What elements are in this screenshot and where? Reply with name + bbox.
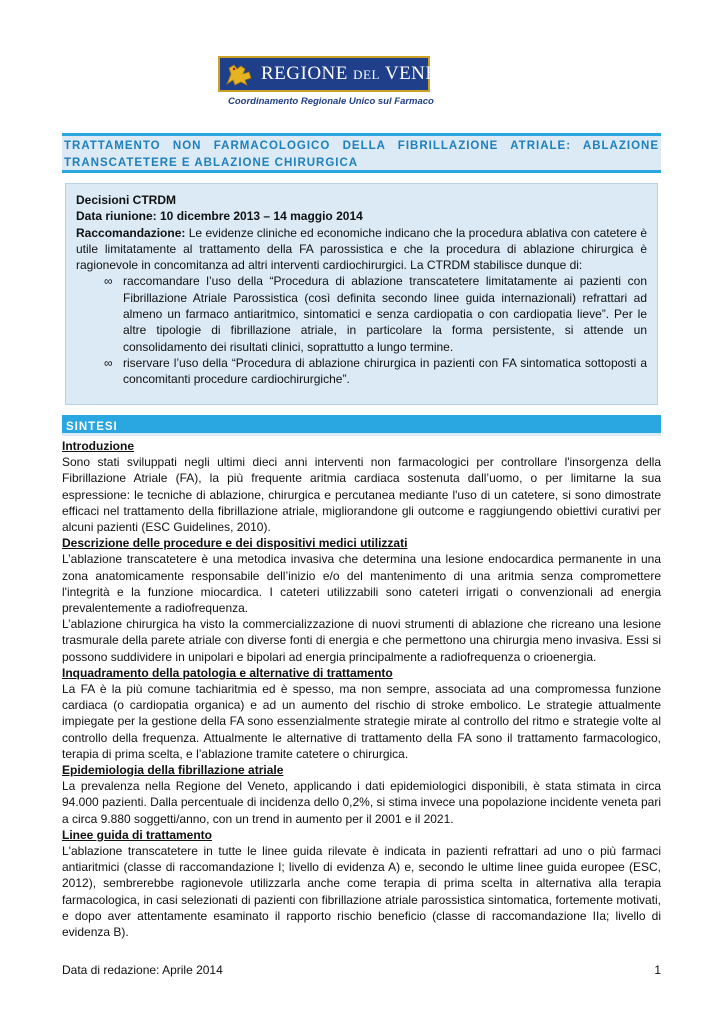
page-number: 1 (654, 963, 661, 977)
infinity-bullet-icon: ∞ (104, 274, 113, 289)
recommendation-text: Le evidenze cliniche ed economiche indicano che la procedura ablativa con catetere è utile limitatamente al trattamento della FA parossistica e che la procedura di ablazione chirurgica è ragionevole in concomitanza ad altri interventi cardiochirurgici. La CTRDM stabilisce dunque di: (76, 225, 647, 273)
section-text-epidemiologia: La prevalenza nella Regione del Veneto, applicando i dati epidemiologici disponibili, è stata stimata in circa 94.000 pazienti. Dalla percentuale di incidenza dello 0,2%, si stima invece una popolazione incidente veneta pari a circa 9.880 soggetti/anno, con un trend in aumento per il 2001 e il 2021. (62, 779, 661, 826)
section-heading-epidemiologia: Epidemiologia della fibrillazione atriale (62, 763, 284, 778)
page-footer (62, 963, 661, 977)
redaction-date: Data di redazione: Aprile 2014 (62, 963, 223, 977)
list-item: ∞ raccomandare l’uso della “Procedura di ablazione transcatetere limitatamente ai pazienti con Fibrillazione Atriale Parossistica (così definita secondo linee guida internazionali) refrattari ad almeno un farmaco antiaritmico, sintomatici e senza cardiopatia o con cardiopatia lieve”. Per le altre tipologie di fibrillazione atriale, in particolare la forma persistente, si attende un consolidamento dei risultati clinici, soprattutto a lungo termine. (104, 274, 647, 354)
document-title: TRATTAMENTO NON FARMACOLOGICO DELLA FIBRILLAZIONE ATRIALE: ABLAZIONE TRANSCATETERE E ABLAZIONE CHIRURGICA (64, 140, 659, 169)
section-text-inquadramento: La FA è la più comune tachiaritmia ed è spesso, ma non sempre, associata ad una compromessa funzione cardiaca (o cardiopatia organica) e ad un aumento del rischio di stroke embolico. Le strategie attualmente impiegate per la gestione della FA sono essenzialmente strategie mirate al controllo del ritmo e strategie volte al controllo della frequenza. Attualmente le alternative di trattamento della FA sono il trattamento farmacologico, terapia di prima scelta, e l’ablazione tramite catetere o chirurgica. (62, 682, 661, 761)
section-text-descrizione: L’ablazione transcatetere è una metodica invasiva che determina una lesione endocardica permanente in una zona anatomicamente responsabile dell’inizio e/o del mantenimento di una aritmia senza compromettere l'integrità e la funzione miocardica. I cateteri utilizzabili sono cateteri irrigati o convenzionali ad energia prevalentemente a radiofrequenza. (62, 552, 661, 616)
sintesi-bar (62, 415, 661, 436)
section-text-introduzione: Sono stati sviluppati negli ultimi dieci anni interventi non farmacologici per controllare l'insorgenza della Fibrillazione Atriale (FA), la più frequente aritmia cardiaca sostenuta dall’uomo, o per limitarne la sua espressione: le tecniche di ablazione, chirurgica e percutanea mediante l'uso di un catetere, si sono dimostrate efficaci nel trattamento della fibrillazione atriale, migliorandone gli outcome e raggiungendo obiettivi curativi per alcuni pazienti (ESC Guidelines, 2010). (62, 455, 661, 535)
section-heading-linee-guida: Linee guida di trattamento (62, 827, 213, 842)
document-title-bar (62, 133, 661, 173)
decision-heading: Decisioni CTRDM (76, 193, 177, 207)
logo-wordmark: REGIONE DEL VENETO (261, 63, 464, 84)
section-text-linee-guida: L'ablazione transcatetere in tutte le linee guida rilevate è indicata in pazienti refrattari ad uno o più farmaci antiaritmici (classe di raccomandazione I; livello di evidenza A) e, secondo le ultime linee guida europee (ESC, 2012), sembrerebbe ragionevole utilizzarla anche come terapia di prima scelta in alternativa alla terapia farmacologica, in casi selezionati di pazienti con fibrillazione atriale parossistica sintomatica, fortemente motivati, e dopo aver attentamente esaminato il rapporto rischio beneficio (classe di raccomandazione IIa; livello di evidenza B). (62, 844, 661, 940)
meeting-date: Data riunione: 10 dicembre 2013 – 14 maggio 2014 (76, 209, 363, 224)
recommendation (76, 225, 647, 274)
list-item: ∞ riservare l’uso della “Procedura di ablazione chirurgica in pazienti con FA sintomatica sottoposti a concomitanti procedure cardiochirurgiche”. (104, 355, 647, 387)
section-heading-inquadramento: Inquadramento della patologia e alternative di trattamento (62, 665, 393, 680)
recommendation-label: Raccomandazione: (76, 225, 186, 240)
section-heading-descrizione: Descrizione delle procedure e dei dispositivi medici utilizzati (62, 536, 408, 551)
decision-list (76, 273, 647, 387)
sintesi-body (62, 438, 661, 940)
sintesi-label: SINTESI (66, 421, 118, 433)
section-text-descrizione-2: L’ablazione chirurgica ha visto la commercializzazione di nuovi strumenti di ablazione che ricreano una lesione trasmurale della parete atriale con diverse fonti di energia e che permettono una chirurgia meno invasiva. Essi si possono suddividere in unipolari e bipolari ad energia principalmente a radiofrequenza o crioenergia. (62, 617, 661, 664)
logo-banner (218, 56, 464, 92)
regione-veneto-logo (218, 56, 464, 112)
lion-of-st-mark-icon (223, 59, 255, 89)
section-heading-introduzione: Introduzione (62, 439, 134, 453)
decision-box (65, 183, 658, 405)
logo-subtitle: Coordinamento Regionale Unico sul Farmaco (228, 96, 434, 107)
infinity-bullet-icon: ∞ (104, 355, 113, 370)
